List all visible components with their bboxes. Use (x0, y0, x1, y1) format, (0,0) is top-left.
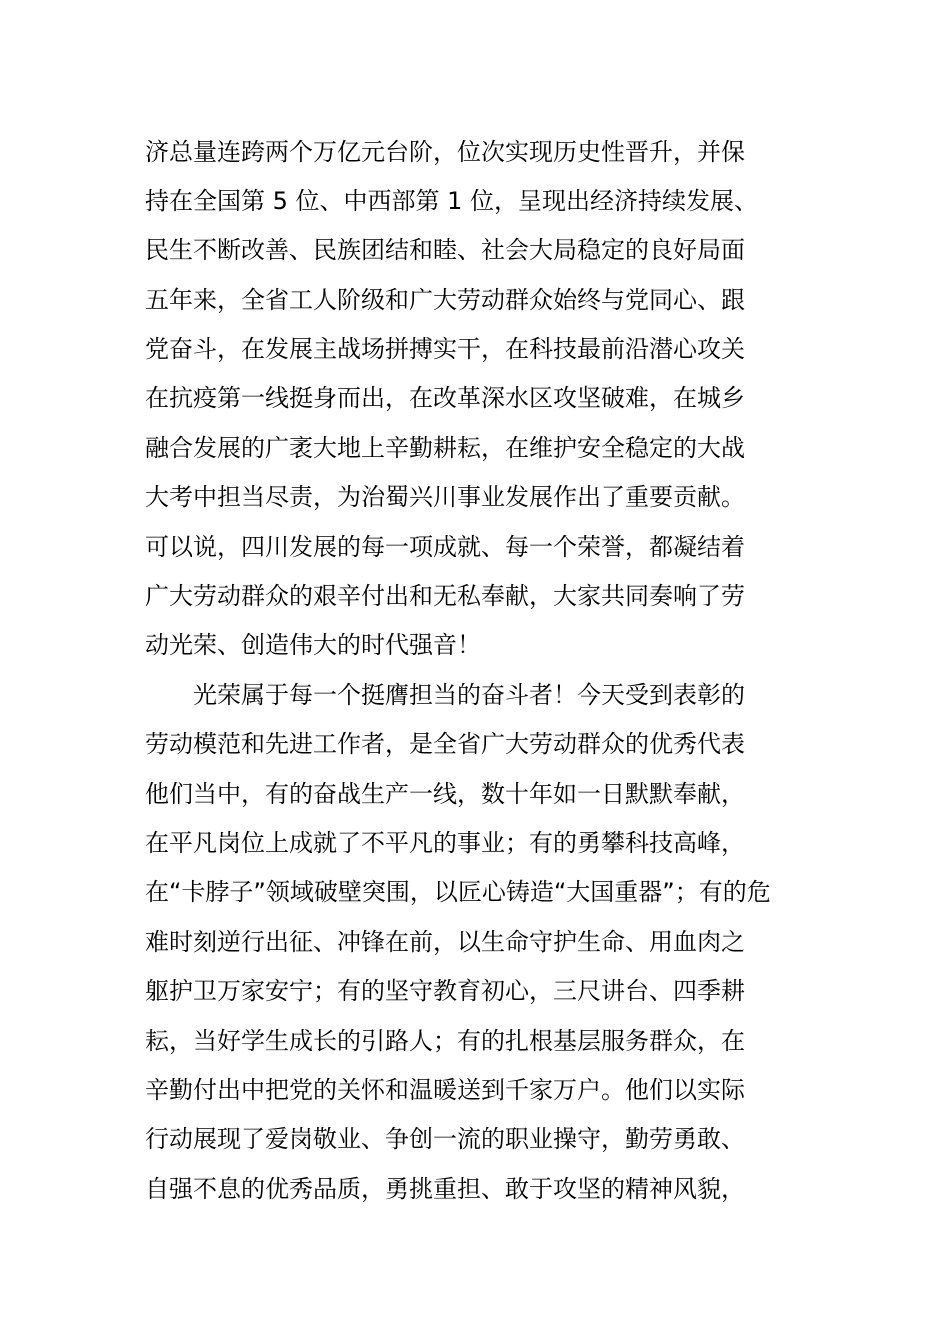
text-line: 党奋斗，在发展主战场拼搏实干，在科技最前沿潜心攻关 (145, 335, 745, 363)
paragraph-first-line: 光荣属于每一个挺膺担当的奋斗者！今天受到表彰的 (193, 681, 745, 709)
text-line: 济总量连跨两个万亿元台阶，位次实现历史性晋升，并保 (145, 138, 745, 166)
text-line: 五年来，全省工人阶级和广大劳动群众始终与党同心、跟 (145, 286, 745, 314)
text-line: 大考中担当尽责，为治蜀兴川事业发展作出了重要贡献。 (145, 483, 745, 511)
text-line: 劳动模范和先进工作者，是全省广大劳动群众的优秀代表 (145, 730, 745, 758)
text-line: 躯护卫万家安宁；有的坚守教育初心，三尺讲台、四季耕 (145, 977, 745, 1005)
text-line: 在抗疫第一线挺身而出，在改革深水区攻坚破难，在城乡 (145, 384, 745, 412)
text-line: 融合发展的广袤大地上辛勤耕耘，在维护安全稳定的大战 (145, 434, 745, 462)
text-line: 耘，当好学生成长的引路人；有的扎根基层服务群众，在 (145, 1027, 745, 1055)
text-line: 自强不息的优秀品质，勇挑重担、敢于攻坚的精神风貌， (145, 1175, 745, 1203)
text-line: 动光荣、创造伟大的时代强音！ (145, 631, 481, 659)
text-line: 在平凡岗位上成就了不平凡的事业；有的勇攀科技高峰， (145, 829, 745, 857)
text-line: 难时刻逆行出征、冲锋在前，以生命守护生命、用血肉之 (145, 928, 745, 956)
text-line: 广大劳动群众的艰辛付出和无私奉献，大家共同奏响了劳 (145, 582, 745, 610)
text-line: 民生不断改善、民族团结和睦、社会大局稳定的良好局面 (145, 236, 745, 264)
text-line: 在“卡脖子”领域破壁突围，以匠心铸造“大国重器”；有的危 (145, 878, 771, 906)
text-line: 他们当中，有的奋战生产一线，数十年如一日默默奉献， (145, 780, 745, 808)
text-line: 辛勤付出中把党的关怀和温暖送到千家万户。他们以实际 (145, 1076, 745, 1104)
text-line: 行动展现了爱岗敬业、争创一流的职业操守，勤劳勇敢、 (145, 1125, 745, 1153)
text-line: 持在全国第 5 位、中西部第 1 位，呈现出经济持续发展、 (145, 187, 759, 215)
text-line: 可以说，四川发展的每一项成就、每一个荣誉，都凝结着 (145, 533, 745, 561)
